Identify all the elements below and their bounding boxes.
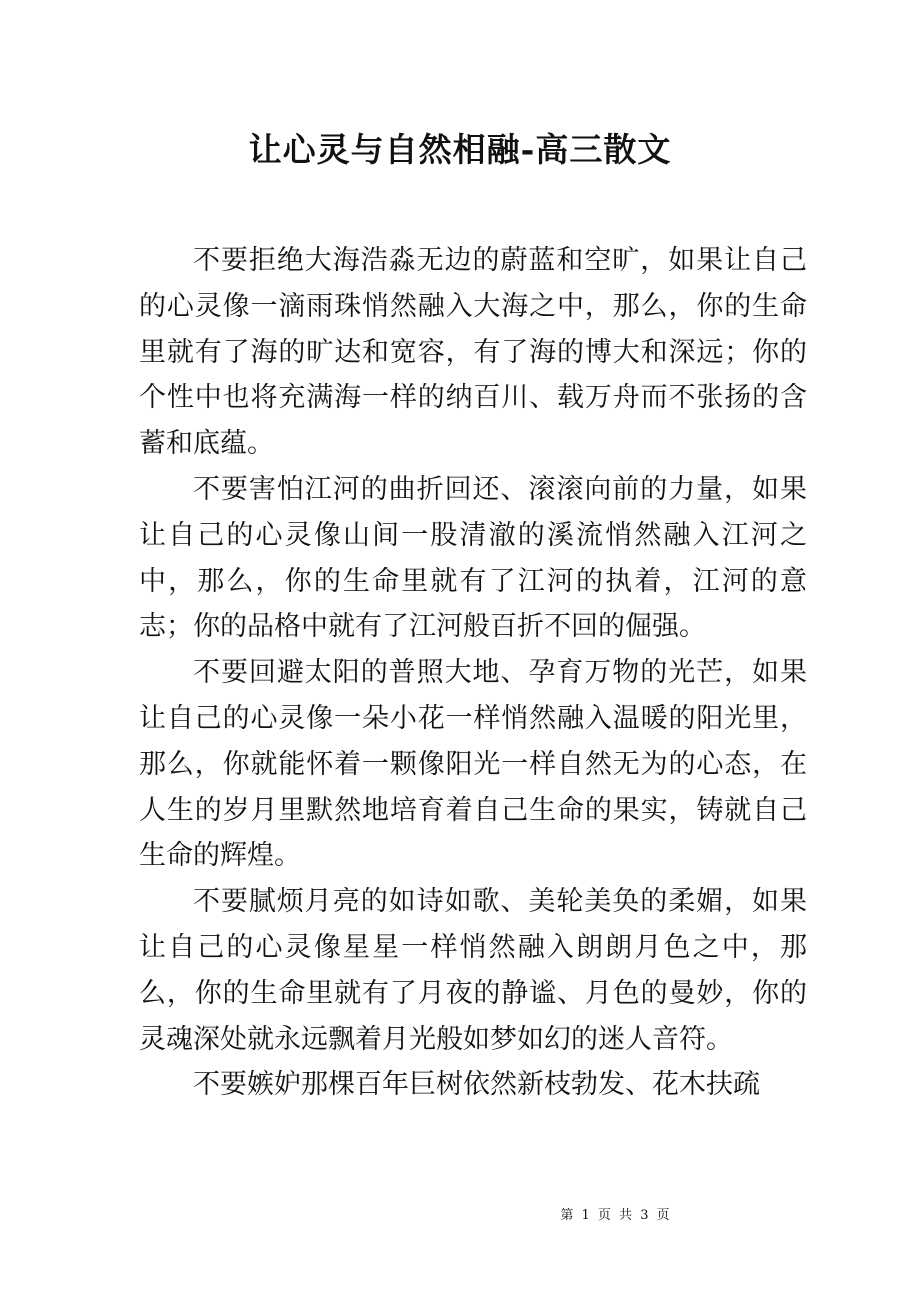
paragraph-2: 不要害怕江河的曲折回还、滚滚向前的力量，如果让自己的心灵像山间一股清澈的溪流悄然融入江河之中，那么，你的生命里就有了江河的执着，江河的意志；你的品格中就有了江河般百折不回的倔强。 xyxy=(139,473,807,643)
page-number: 第 1 页 共 3 页 xyxy=(560,1208,672,1223)
page-footer xyxy=(0,1206,920,1226)
paragraph-1: 不要拒绝大海浩淼无边的蔚蓝和空旷，如果让自己的心灵像一滴雨珠悄然融入大海之中，那么，你的生命里就有了海的旷达和宽容，有了海的博大和深远；你的个性中也将充满海一样的纳百川、载万舟而不张扬的含蓄和底蕴。 xyxy=(139,245,807,460)
paragraph-4: 不要腻烦月亮的如诗如歌、美轮美奂的柔媚，如果让自己的心灵像星星一样悄然融入朗朗月色之中，那么，你的生命里就有了月夜的静谧、月色的曼妙，你的灵魂深处就永远飘着月光般如梦如幻的迷人音符。 xyxy=(139,886,807,1055)
paragraph-3: 不要回避太阳的普照大地、孕育万物的光芒，如果让自己的心灵像一朵小花一样悄然融入温暖的阳光里，那么，你就能怀着一颗像阳光一样自然无为的心态，在人生的岁月里默然地培育着自己生命的果实，铸就自己生命的辉煌。 xyxy=(139,657,807,872)
document-body xyxy=(139,238,807,1108)
document-title: 让心灵与自然相融-高三散文 xyxy=(248,130,672,169)
paragraph-5: 不要嫉妒那棵百年巨树依然新枝勃发、花木扶疏 xyxy=(193,1069,760,1101)
